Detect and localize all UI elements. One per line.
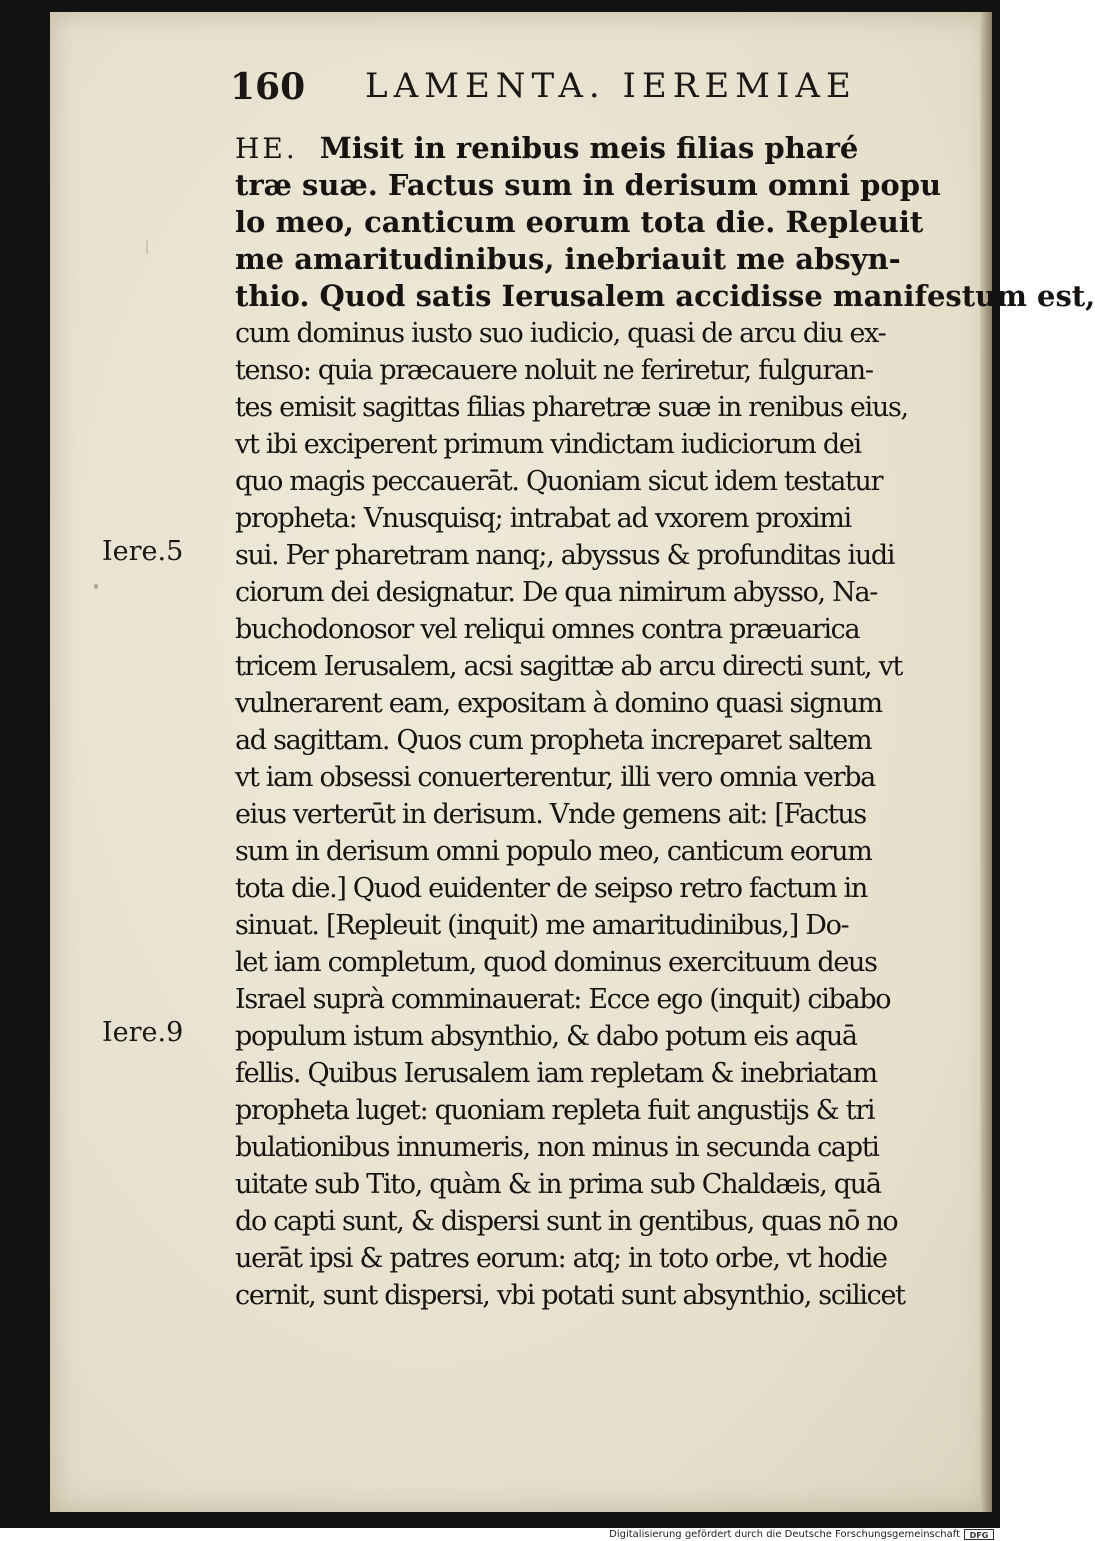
- text-line-content: ciorum dei designatur. De qua nimirum abysso, Na-: [235, 577, 878, 608]
- text-line-content: ad sagittam. Quos cum propheta increparet saltem: [235, 725, 872, 756]
- page-header: [230, 62, 950, 112]
- text-line-content: fellis. Quibus Ierusalem iam repletam & inebriatam: [235, 1058, 877, 1089]
- text-line-content: sum in derisum omni populo meo, canticum eorum: [235, 836, 872, 867]
- text-line: [235, 944, 955, 981]
- text-line: [235, 611, 955, 648]
- margin-note: Iere.9: [102, 1017, 184, 1048]
- text-line-content: do capti sunt, & dispersi sunt in gentibus, quas nō no: [235, 1206, 898, 1237]
- footer-bar: [0, 1528, 1000, 1541]
- text-line-content: tenso: quia præcauere noluit ne feriretur, fulguran-: [235, 355, 873, 386]
- text-line-content: vt ibi exciperent primum vindictam iudiciorum dei: [235, 429, 861, 460]
- text-line-content: thio. Quod satis Ierusalem accidisse manifestum est,: [235, 279, 1095, 313]
- body-text: [235, 130, 1095, 1314]
- text-line: [235, 648, 955, 685]
- text-line-content: bulationibus innumeris, non minus in secunda capti: [235, 1132, 879, 1163]
- text-line: [235, 130, 955, 167]
- text-line: [235, 981, 955, 1018]
- text-line: [235, 1018, 955, 1055]
- text-line: [235, 907, 955, 944]
- page-number: 160: [230, 66, 306, 108]
- text-line-content: let iam completum, quod dominus exercituum deus: [235, 947, 877, 978]
- text-line: [235, 1092, 955, 1129]
- paper-speck: [94, 584, 98, 589]
- text-line-content: cum dominus iusto suo iudicio, quasi de arcu diu ex-: [235, 318, 886, 349]
- text-line: [235, 1240, 955, 1277]
- text-line: [235, 1129, 955, 1166]
- page-edge: [980, 12, 992, 1512]
- text-line: [235, 685, 955, 722]
- dfg-logo: DFG: [964, 1529, 994, 1540]
- text-line-content: sinuat. [Repleuit (inquit) me amaritudinibus,] Do-: [235, 910, 849, 941]
- text-line-content: quo magis peccauerāt. Quoniam sicut idem testatur: [235, 466, 883, 497]
- text-line: [235, 870, 955, 907]
- text-line: [235, 500, 955, 537]
- text-line: [235, 352, 955, 389]
- text-line: [235, 537, 955, 574]
- text-line: [235, 1166, 955, 1203]
- running-head: LAMENTA. IEREMIAE: [365, 66, 857, 106]
- text-line: [235, 1203, 955, 1240]
- text-line: [235, 759, 955, 796]
- text-line-content: uerāt ipsi & patres eorum: atq; in toto orbe, vt hodie: [235, 1243, 887, 1274]
- text-line-content: eius verterūt in derisum. Vnde gemens ait: [Factus: [235, 799, 866, 830]
- text-line: [235, 167, 955, 204]
- text-line: [235, 1277, 955, 1314]
- text-line-content: Misit in renibus meis filias pharé: [319, 131, 859, 165]
- text-line-content: vt iam obsessi conuerterentur, illi vero omnia verba: [235, 762, 875, 793]
- text-line: [235, 833, 955, 870]
- text-line: [235, 426, 955, 463]
- text-line-content: Israel suprà comminauerat: Ecce ego (inquit) cibabo: [235, 984, 891, 1015]
- text-line-content: uitate sub Tito, quàm & in prima sub Chaldæis, quā: [235, 1169, 881, 1200]
- text-line-content: træ suæ. Factus sum in derisum omni popu: [235, 168, 942, 202]
- text-line-content: tota die.] Quod euidenter de seipso retro factum in: [235, 873, 867, 904]
- paper-mark: [146, 240, 148, 254]
- text-line: [235, 389, 955, 426]
- text-line: [235, 1055, 955, 1092]
- text-line: [235, 315, 955, 352]
- text-line: [235, 463, 955, 500]
- section-mark: HE.: [235, 132, 298, 165]
- text-line: [235, 574, 955, 611]
- text-line: [235, 722, 955, 759]
- text-line-content: me amaritudinibus, inebriauit me absyn-: [235, 242, 901, 276]
- text-line-content: buchodonosor vel reliqui omnes contra præuarica: [235, 614, 860, 645]
- text-line-content: vulnerarent eam, expositam à domino quasi signum: [235, 688, 882, 719]
- text-line: [235, 796, 955, 833]
- text-line-content: populum istum absynthio, & dabo potum eis aquā: [235, 1021, 857, 1052]
- text-line-content: lo meo, canticum eorum tota die. Repleuit: [235, 205, 924, 239]
- text-line-content: tes emisit sagittas filias pharetræ suæ in renibus eius,: [235, 392, 908, 423]
- text-line-content: propheta: Vnusquisq; intrabat ad vxorem proximi: [235, 503, 851, 534]
- text-line: [235, 241, 955, 278]
- text-line: [235, 204, 955, 241]
- text-line-content: sui. Per pharetram nanq;, abyssus & profunditas iudi: [235, 540, 895, 571]
- text-line-content: cernit, sunt dispersi, vbi potati sunt absynthio, scilicet: [235, 1280, 905, 1311]
- text-line-content: propheta luget: quoniam repleta fuit angustijs & tri: [235, 1095, 875, 1126]
- text-line: [235, 278, 1095, 315]
- text-line-content: tricem Ierusalem, acsi sagittæ ab arcu directi sunt, vt: [235, 651, 903, 682]
- book-page: [50, 12, 1095, 1512]
- margin-note: Iere.5: [102, 536, 184, 567]
- footer-credit: Digitalisierung gefördert durch die Deutsche Forschungsgemeinschaft: [609, 1529, 960, 1540]
